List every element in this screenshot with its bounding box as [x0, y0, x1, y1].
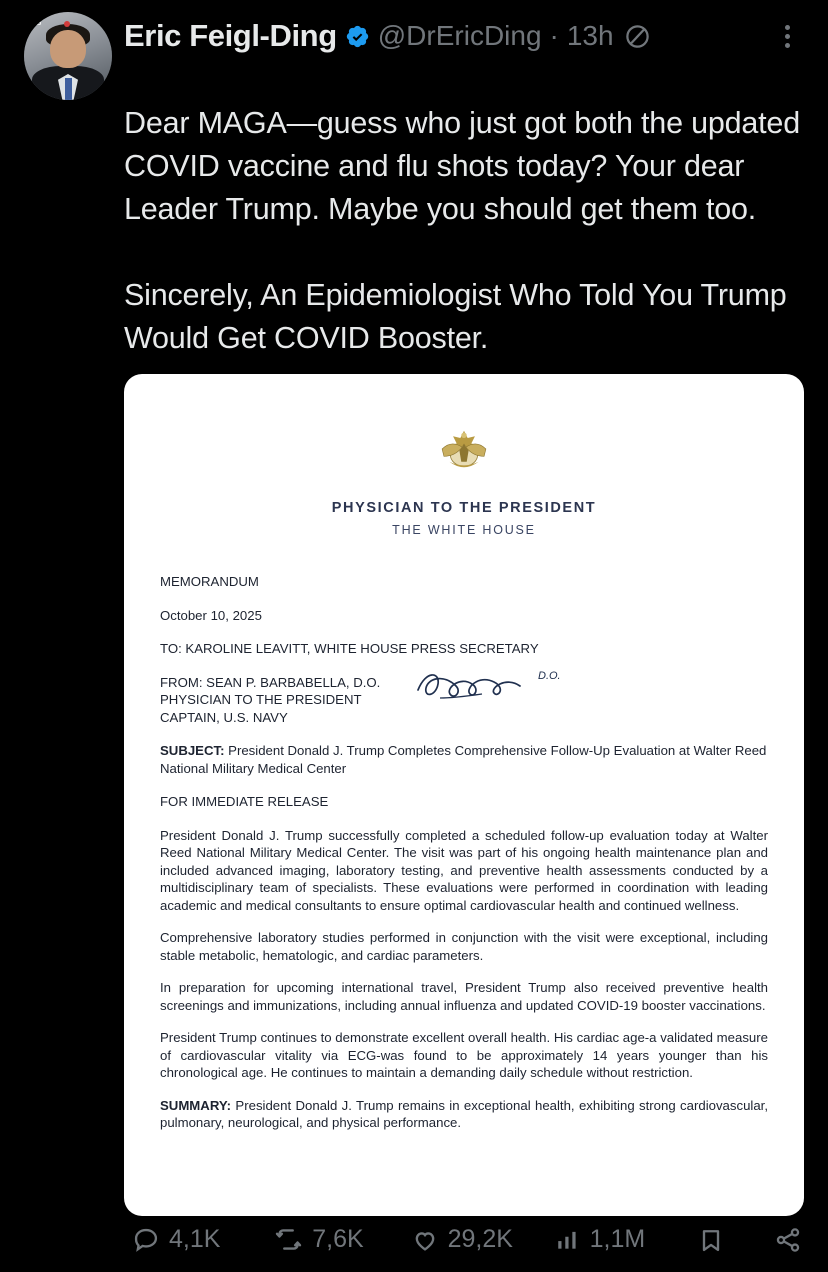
author-line: [124, 10, 804, 54]
memo-subject-label: SUBJECT:: [160, 743, 225, 758]
avatar-tie: [65, 78, 72, 100]
like-count: 29,2K: [447, 1225, 513, 1253]
author-handle[interactable]: @DrEricDing: [377, 20, 542, 51]
memo-paragraph-4: President Trump continues to demonstrate excellent overall health. His cardiac age-a validated measure of cardiovascular vitality via ECG-was found to be approximately 14 years younger than his chronological age. He continues to maintain a demanding daily schedule without restriction.: [160, 1030, 768, 1080]
memo-summary-text: President Donald J. Trump remains in exceptional health, exhibiting strong cardiovascular, pulmonary, neurological, and physical performance.: [160, 1097, 768, 1130]
reply-icon: [132, 1226, 160, 1254]
retweet-icon: [274, 1225, 303, 1254]
memo-header-line-2: THE WHITE HOUSE: [392, 523, 536, 537]
avatar[interactable]: [24, 12, 112, 100]
memo-subject: [160, 742, 768, 777]
author-display-name[interactable]: Eric Feigl-Ding: [124, 18, 337, 53]
views-button[interactable]: [555, 1225, 646, 1254]
signature-icon: [410, 664, 590, 704]
memo-to-line: TO: KAROLINE LEAVITT, WHITE HOUSE PRESS SECRETARY: [160, 641, 539, 656]
like-heart-icon: [411, 1226, 439, 1254]
memo-paragraph-2: Comprehensive laboratory studies performed in conjunction with the visit were exceptional, including stable metabolic, hematologic, and cardiac parameters.: [160, 930, 768, 963]
seal-wrapper: [156, 418, 772, 480]
avatar-face: [50, 30, 86, 68]
separator-dot: ·: [549, 20, 559, 51]
reply-button[interactable]: [132, 1225, 220, 1254]
signature-credential: D.O.: [538, 669, 561, 682]
memo-from-line-2: PHYSICIAN TO THE PRESIDENT: [160, 692, 362, 707]
presidential-seal-icon: [427, 418, 501, 480]
memo-paragraph-3: In preparation for upcoming international travel, President Trump also received preventive health screenings and immunizations, including annual influenza and updated COVID-19 booster vaccinations.: [160, 980, 768, 1013]
memo-header: [156, 500, 772, 537]
retweet-button[interactable]: [274, 1225, 363, 1254]
more-options-icon[interactable]: [770, 19, 804, 53]
tweet-header: [24, 10, 804, 100]
bookmark-button[interactable]: [697, 1226, 725, 1254]
bookmark-icon: [697, 1226, 725, 1254]
tweet-text: [124, 102, 804, 360]
memo-memorandum-label: MEMORANDUM: [160, 574, 259, 589]
memo-summary: [160, 1097, 768, 1132]
avatar-live-dot-icon: [64, 21, 70, 27]
memo-summary-label: SUMMARY:: [160, 1097, 232, 1113]
muted-circle-slash-icon: [624, 23, 651, 50]
memo-image-card[interactable]: [124, 374, 804, 1216]
retweet-count: 7,6K: [312, 1225, 364, 1253]
memo-from-line-1: FROM: SEAN P. BARBABELLA, D.O.: [160, 674, 381, 690]
memo-body: [156, 573, 772, 1132]
memo-from-block: [160, 669, 768, 727]
memo-from-line-3: CAPTAIN, U.S. NAVY: [160, 709, 288, 725]
memo-header-line-1: PHYSICIAN TO THE PRESIDENT: [331, 500, 597, 516]
paragraph-gap: [124, 231, 804, 274]
tweet-paragraph-1: Dear MAGA—guess who just got both the updated COVID vaccine and flu shots today? Your dear Leader Trump. Maybe you should get them too.: [124, 106, 800, 226]
memo-release-line: FOR IMMEDIATE RELEASE: [160, 794, 329, 809]
timestamp[interactable]: 13h: [566, 20, 614, 51]
like-button[interactable]: [411, 1225, 513, 1254]
reply-count: 4,1K: [169, 1225, 221, 1253]
verified-badge-icon: [345, 24, 370, 49]
memo-subject-text: President Donald J. Trump Completes Comprehensive Follow-Up Evaluation at Walter Reed National Military Medical Center: [160, 743, 767, 776]
tweet-paragraph-2: Sincerely, An Epidemiologist Who Told You Trump Would Get COVID Booster.: [124, 278, 787, 355]
avatar-network-logo: WS: [28, 18, 42, 27]
memo-date: October 10, 2025: [160, 607, 262, 623]
views-count: 1,1M: [589, 1225, 646, 1253]
action-bar: [132, 1225, 802, 1254]
memo-paragraph-1: President Donald J. Trump successfully completed a scheduled follow-up evaluation today at Walter Reed National Military Medical Center. The visit was part of his ongoing health maintenance plan and included advanced imaging, laboratory testing, and preventive health assessments conducted by a multidisciplinary team of specialists. These evaluations were performed in coordination with leading academic and medical consultants to ensure optimal cardiovascular health and continued wellness.: [160, 827, 768, 913]
share-button[interactable]: [774, 1226, 802, 1254]
views-bar-icon: [555, 1227, 581, 1253]
share-icon: [774, 1226, 802, 1254]
